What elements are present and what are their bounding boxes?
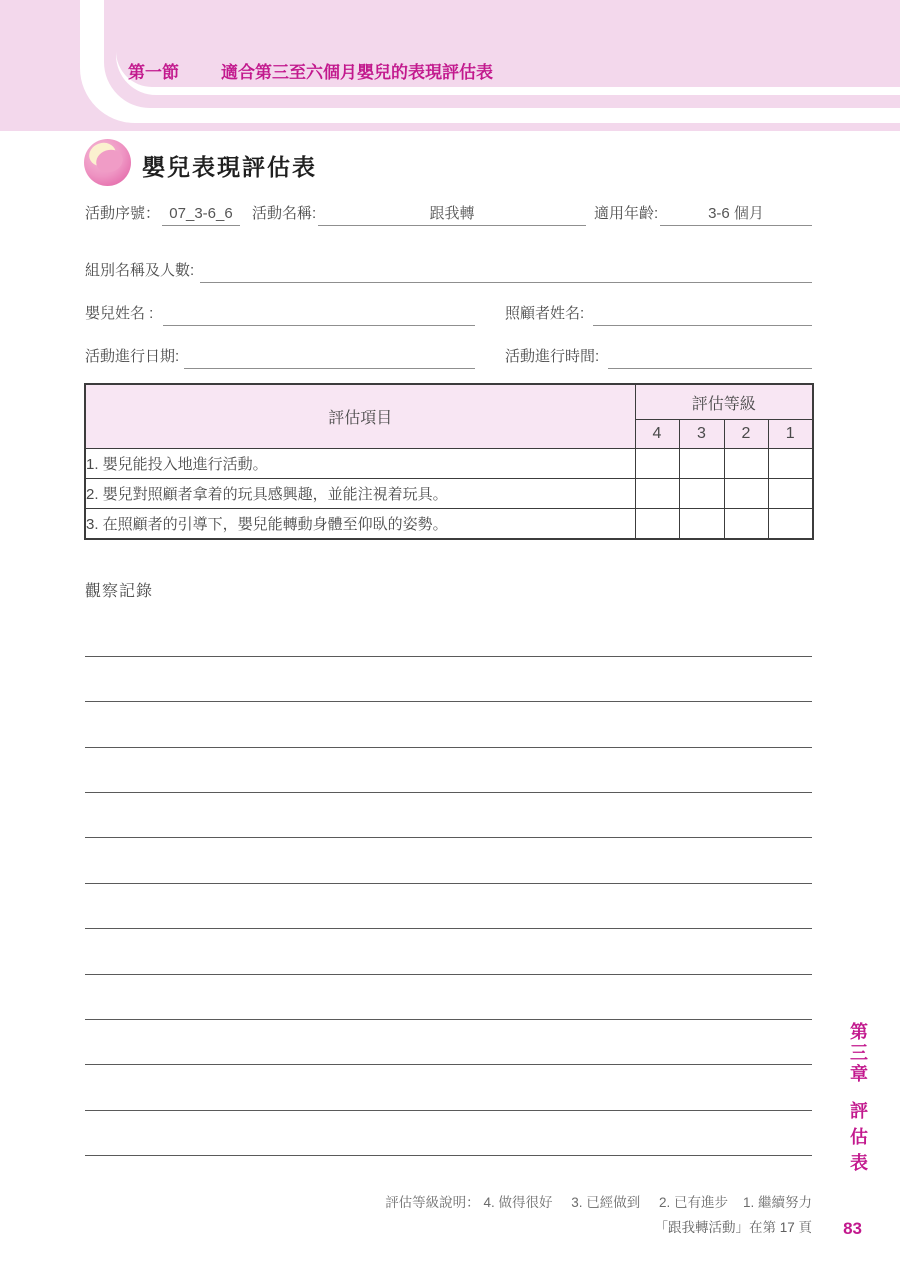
rating-cell [724,509,768,540]
table-row [85,509,813,540]
rating-cell [679,449,724,479]
rating-cell [635,449,679,479]
section-header [128,58,493,83]
writing-line [85,656,812,657]
grade-column-2: 2 [724,420,768,449]
section-title: 適合第三至六個月嬰兒的表現評估表 [221,63,493,82]
writing-line [85,792,812,793]
writing-line [85,883,812,884]
writing-line [85,701,812,702]
caregiver-label: 照顧者姓名: [505,305,585,322]
assessment-table [84,383,814,540]
infant-name-blank [163,303,475,326]
date-blank [184,346,475,369]
age-value: 3-6 個月 [660,203,812,226]
writing-line [85,747,812,748]
page-number: 83 [843,1219,862,1238]
grade-scale-note: 評估等級說明： 4. 做得很好 3. 已經做到 2. 已有進步 1. 繼續努力 [385,1195,812,1210]
writing-line [85,837,812,838]
caregiver-blank [593,303,812,326]
rating-cell [768,509,813,540]
infant-name-label: 嬰兒姓名 : [85,305,154,322]
chapter-number: 第三章 [850,1022,868,1084]
writing-line [85,1064,812,1065]
rating-cell [768,449,813,479]
section-number: 第一節 [128,63,179,82]
pearl-icon [84,139,131,186]
activity-name-value: 跟我轉 [318,203,586,226]
chapter-label: 評估表 [850,1101,868,1173]
form-title: 嬰兒表現評估表 [142,154,317,180]
rating-cell [679,479,724,509]
rating-cell [635,509,679,540]
age-label: 適用年齡: [594,205,659,222]
activity-no-label: 活動序號： [85,205,161,222]
observation-label: 觀察記錄 [85,583,154,600]
grade-column-4: 4 [635,420,679,449]
writing-line [85,1019,812,1020]
grade-column-1: 1 [768,420,813,449]
activity-name-label: 活動名稱: [252,205,317,222]
writing-line [85,1110,812,1111]
writing-line [85,1155,812,1156]
activity-no-value: 07_3-6_6 [162,203,240,226]
group-label: 組別名稱及人數: [85,262,195,279]
rating-cell [724,449,768,479]
item-text-3: 3. 在照顧者的引導下，嬰兒能轉動身體至仰臥的姿勢。 [85,509,635,540]
table-header-grade: 評估等級 [635,384,813,420]
date-label: 活動進行日期: [85,348,180,365]
group-blank [200,260,812,283]
table-row [85,479,813,509]
grade-column-3: 3 [679,420,724,449]
rating-cell [768,479,813,509]
time-blank [608,346,812,369]
writing-line [85,928,812,929]
activity-reference-note: 「跟我轉活動」在第 17 頁 [654,1220,812,1235]
rating-cell [724,479,768,509]
item-text-2: 2. 嬰兒對照顧者拿着的玩具感興趣，並能注視着玩具。 [85,479,635,509]
table-row [85,449,813,479]
item-text-1: 1. 嬰兒能投入地進行活動。 [85,449,635,479]
table-header-items: 評估項目 [85,384,635,449]
rating-cell [635,479,679,509]
writing-line [85,974,812,975]
time-label: 活動進行時間: [505,348,600,365]
rating-cell [679,509,724,540]
chapter-side-tab [848,1022,870,1176]
